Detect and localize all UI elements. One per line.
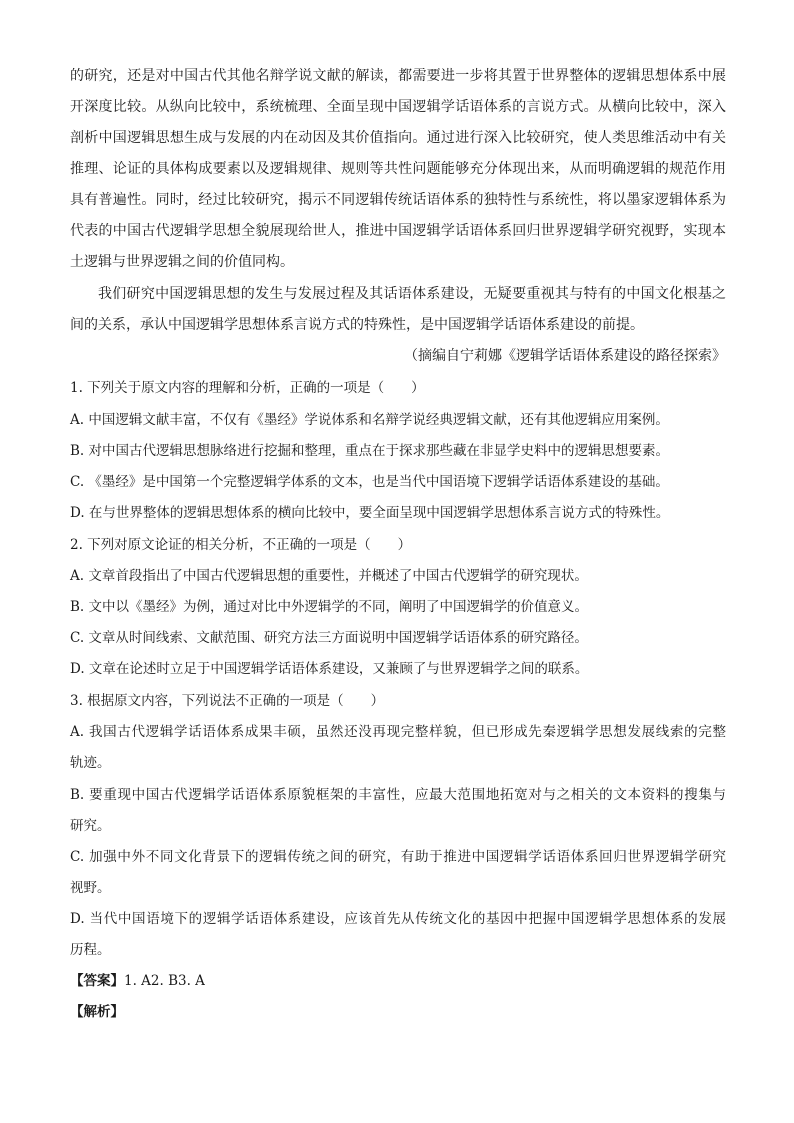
option-a: A. 文章首段指出了中国古代逻辑思想的重要性，并概述了中国古代逻辑学的研究现状。: [70, 568, 588, 584]
option-d: D. 在与世界整体的逻辑思想体系的横向比较中，要全面呈现中国逻辑学思想体系言说方式的特殊性。: [70, 505, 670, 521]
question-stem: 1. 下列关于原文内容的理解和分析，正确的一项是（ ）: [70, 380, 425, 396]
paragraph-line: 剖析中国逻辑思想生成与发展的内在动因及其价值指向。通过进行深入比较研究，使人类思维活动中有关: [70, 130, 726, 146]
option-a: A. 我国古代逻辑学话语体系成果丰硕，虽然还没再现完整样貌，但已形成先秦逻辑学思想发展线索的完整: [70, 724, 726, 740]
source-citation: （摘编自宁莉娜《逻辑学话语体系建设的路径探索》: [404, 348, 726, 364]
option-c: C. 《墨经》是中国第一个完整逻辑学体系的文本，也是当代中国语境下逻辑学话语体系建设的基础。: [70, 474, 669, 490]
option-c: C. 加强中外不同文化背景下的逻辑传统之间的研究，有助于推进中国逻辑学话语体系回归世界逻辑学研究: [70, 849, 726, 865]
paragraph-line: 推理、论证的具体构成要素以及逻辑规律、规则等共性问题能够充分体现出来，从而明确逻辑的规范作用: [70, 161, 726, 177]
question-stem: 3. 根据原文内容，下列说法不正确的一项是（ ）: [70, 693, 385, 709]
option-c: C. 文章从时间线索、文献范围、研究方法三方面说明中国逻辑学话语体系的研究路径。: [70, 630, 588, 646]
paragraph-line: 的研究，还是对中国古代其他名辩学说文献的解读，都需要进一步将其置于世界整体的逻辑思想体系中展: [70, 68, 726, 84]
paragraph-line: 土逻辑与世界逻辑之间的价值同构。: [70, 254, 294, 270]
option-c-continued: 视野。: [70, 880, 111, 896]
option-d: D. 当代中国语境下的逻辑学话语体系建设，应该首先从传统文化的基因中把握中国逻辑学思想体系的发展: [70, 911, 726, 927]
answer-text: 1. A2. B3. A: [124, 973, 205, 989]
question-stem: 2. 下列对原文论证的相关分析，不正确的一项是（ ）: [70, 537, 412, 553]
option-b: B. 对中国古代逻辑思想脉络进行挖掘和整理，重点在于探求那些藏在非显学史料中的逻辑思想要素。: [70, 443, 670, 459]
paragraph-line: 具有普遍性。同时，经过比较研究，揭示不同逻辑传统话语体系的独特性与系统性，将以墨家逻辑体系为: [70, 192, 726, 208]
paragraph-line: 间的关系，承认中国逻辑学思想体系言说方式的特殊性，是中国逻辑学话语体系建设的前提。: [70, 317, 644, 333]
option-b-continued: 研究。: [70, 818, 111, 834]
option-b: B. 文中以《墨经》为例，通过对比中外逻辑学的不同，阐明了中国逻辑学的价值意义。: [70, 599, 589, 615]
paragraph-line: 我们研究中国逻辑思想的发生与发展过程及其话语体系建设，无疑要重视其与特有的中国文化根基之: [98, 286, 726, 302]
answer-line: [70, 971, 205, 991]
analysis-line: [70, 1002, 124, 1022]
option-b: B. 要重现中国古代逻辑学话语体系原貌框架的丰富性，应最大范围地拓宽对与之相关的文本资料的搜集与: [70, 787, 726, 803]
paragraph-line: 代表的中国古代逻辑学思想全貌展现给世人，推进中国逻辑学话语体系回归世界逻辑学研究视野，实现本: [70, 223, 726, 239]
answer-label: 【答案】: [70, 973, 124, 989]
paragraph-line: 开深度比较。从纵向比较中，系统梳理、全面呈现中国逻辑学话语体系的言说方式。从横向比较中，深入: [70, 99, 726, 115]
analysis-label: 【解析】: [70, 1004, 124, 1020]
option-a: A. 中国逻辑文献丰富，不仅有《墨经》学说体系和名辩学说经典逻辑文献，还有其他逻辑应用案例。: [70, 412, 669, 428]
option-d: D. 文章在论述时立足于中国逻辑学话语体系建设，又兼顾了与世界逻辑学之间的联系。: [70, 661, 589, 677]
option-d-continued: 历程。: [70, 942, 111, 958]
option-a-continued: 轨迹。: [70, 755, 111, 771]
